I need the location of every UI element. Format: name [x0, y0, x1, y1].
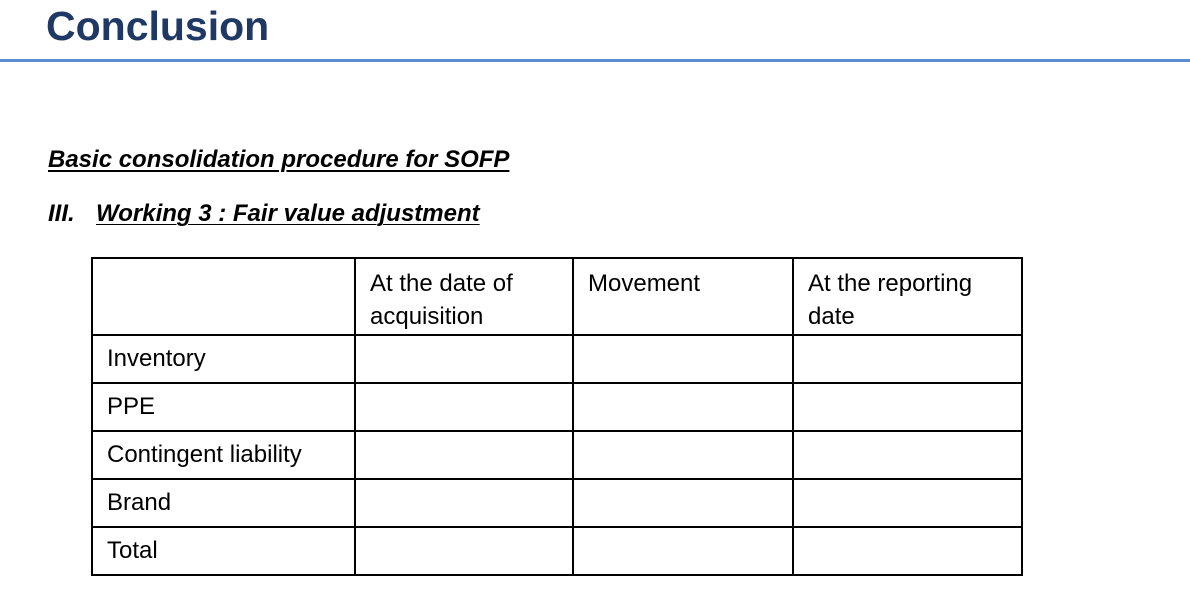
sub-heading: [48, 200, 480, 228]
table-cell: [355, 335, 573, 383]
sub-heading-numeral: III.: [48, 200, 75, 227]
header-cell-reporting-date: At the reporting date: [793, 258, 1022, 335]
row-label-contingent-liability: Contingent liability: [92, 431, 355, 479]
row-label-total: Total: [92, 527, 355, 575]
table-cell: [573, 527, 793, 575]
table-cell: [355, 479, 573, 527]
header-cell-movement: Movement: [573, 258, 793, 335]
table-row: [92, 479, 1022, 527]
header-cell-acquisition: At the date of acquisition: [355, 258, 573, 335]
table-header-row: [92, 258, 1022, 335]
row-label-inventory: Inventory: [92, 335, 355, 383]
table-cell: [793, 479, 1022, 527]
title-divider: [0, 59, 1190, 62]
table-row: [92, 383, 1022, 431]
section-heading: Basic consolidation procedure for SOFP: [48, 146, 510, 173]
page-title: Conclusion: [46, 3, 270, 49]
table-cell: [573, 431, 793, 479]
table-cell: [793, 335, 1022, 383]
row-label-ppe: PPE: [92, 383, 355, 431]
row-label-brand: Brand: [92, 479, 355, 527]
table-cell: [355, 527, 573, 575]
table-cell: [355, 383, 573, 431]
table-row: [92, 527, 1022, 575]
table-cell: [793, 431, 1022, 479]
fair-value-adjustment-table: [91, 257, 1023, 576]
table-row: [92, 431, 1022, 479]
table-cell: [355, 431, 573, 479]
table-cell: [573, 335, 793, 383]
table-cell: [573, 479, 793, 527]
table-cell: [573, 383, 793, 431]
sub-heading-title: Working 3 : Fair value adjustment: [96, 200, 480, 227]
table-cell: [793, 383, 1022, 431]
header-cell-blank: [92, 258, 355, 335]
table-row: [92, 335, 1022, 383]
table-cell: [793, 527, 1022, 575]
